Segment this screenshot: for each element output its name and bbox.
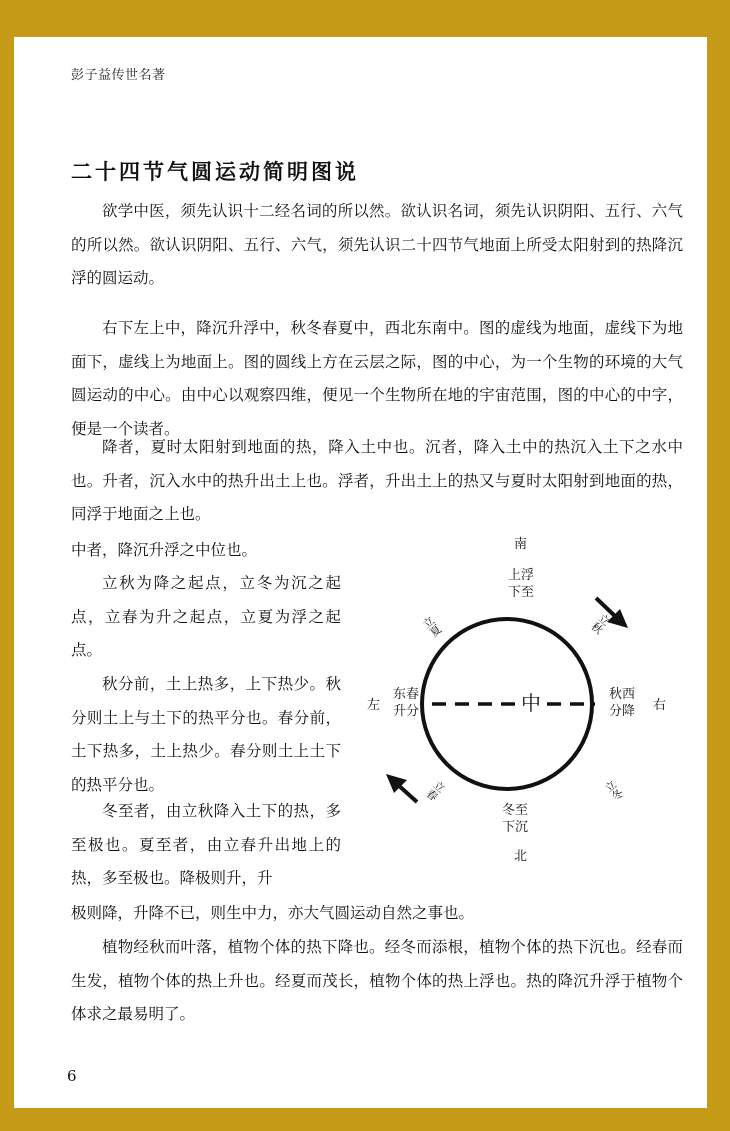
label-lidong: 立冬	[601, 778, 626, 804]
label-left: 左	[367, 698, 381, 713]
circle-motion-diagram	[337, 532, 667, 877]
book-page	[14, 37, 707, 1108]
page-number: 6	[67, 1067, 77, 1085]
paragraph-6: 秋分前，土上热多，上下热少。秋分则土上与土下的热平分也。春分前，土下热多，土上热少。春分则土上土下的热平分也。	[71, 675, 341, 794]
paragraph-1: 欲学中医，须先认识十二经名词的所以然。欲认识名词，须先认识阴阳、五行、六气的所以然。欲认识阴阳、五行、六气，须先认识二十四节气地面上所受太阳射到的热降沉浮的圆运动。	[71, 202, 683, 287]
paragraph-2: 右下左上中，降沉升浮中，秋冬春夏中，西北东南中。图的虚线为地面，虚线下为地面下，虚线上为地面上。图的圆线上方在云层之际，图的中心，为一个生物的环境的大气圆运动的中心。由中心以观察四维，便见一个生物所在地的宇宙范围，图的中心的中字，便是一个读者。	[71, 319, 683, 438]
label-top-1: 上浮	[508, 568, 535, 583]
label-lichun: 立春	[423, 777, 448, 803]
paragraph-5: 立秋为降之起点，立冬为沉之起点，立春为升之起点，立夏为浮之起点。	[71, 574, 341, 659]
paragraph-3: 降者，夏时太阳射到地面的热，降入土中也。沉者，降入土中的热沉入土下之水中也。升者，沉入水中的热升出土上也。浮者，升出土上的热又与夏时太阳射到地面的热，同浮于地面之上也。	[71, 438, 683, 523]
label-top-2: 下至	[508, 585, 535, 600]
label-north: 北	[514, 849, 528, 864]
arrow-left-up-icon	[386, 774, 417, 802]
paragraph-8: 植物经秋而叶落，植物个体的热下降也。经冬而添根，植物个体的热下沉也。经春而生发，植物个体的热上升也。经夏而茂长，植物个体的热上浮也。热的降沉升浮于植物个体求之最易明了。	[71, 938, 683, 1023]
paragraph-4: 中者，降沉升浮之中位也。	[71, 541, 258, 559]
label-center: 中	[521, 691, 541, 715]
label-west-1: 秋西	[609, 687, 636, 702]
label-east-2: 升分	[393, 704, 420, 719]
label-south: 南	[514, 537, 528, 552]
paragraph-7-continued: 极则降，升降不已，则生中力，亦大气圆运动自然之事也。	[71, 904, 475, 922]
label-bottom-2: 下沉	[502, 820, 529, 835]
label-lixia: 立夏	[419, 614, 444, 640]
section-title: 二十四节气圆运动简明图说	[71, 160, 359, 184]
label-east-1: 东春	[393, 687, 420, 702]
running-header: 彭子益传世名著	[71, 68, 166, 83]
label-liqiu: 立秋	[588, 610, 613, 636]
label-west-2: 分降	[609, 704, 636, 719]
label-right: 右	[653, 698, 667, 713]
paragraph-7: 冬至者，由立秋降入土下的热，多至极也。夏至者，由立春升出地上的热，多至极也。降极则升，升	[71, 802, 341, 887]
label-bottom-1: 冬至	[502, 803, 529, 818]
